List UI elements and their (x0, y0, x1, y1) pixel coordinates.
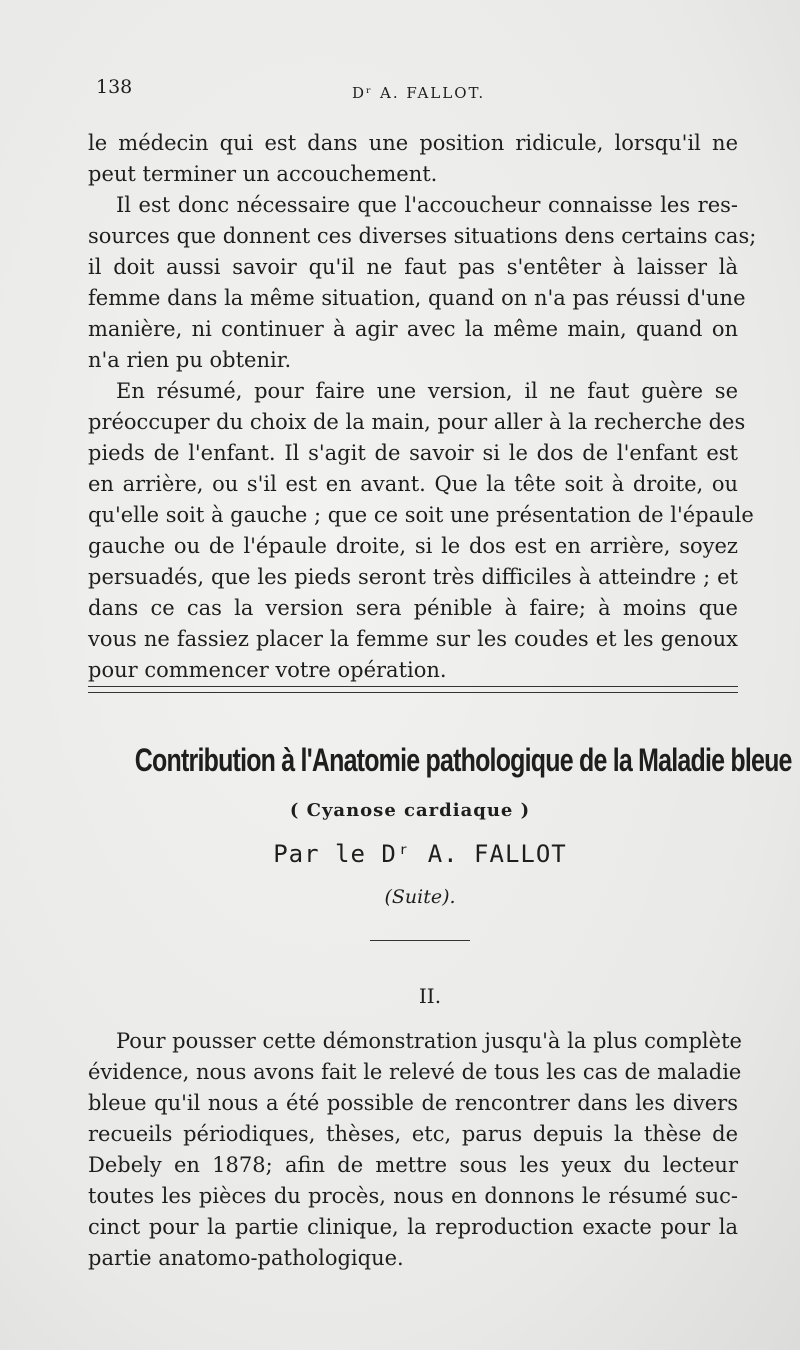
article-title: Contribution à l'Anatomie pathologique de la Maladie bleue (134, 742, 792, 778)
text-line: le médecin qui est dans une position ridicule, lorsqu'il ne (88, 131, 738, 155)
text-line: sources que donnent ces diverses situations dens certains cas; (88, 224, 757, 248)
text-line: cinct pour la partie clinique, la reproduction exacte pour la (88, 1215, 738, 1239)
text-line: Il est donc nécessaire que l'accoucheur connaisse les res- (116, 193, 738, 217)
text-line: peut terminer un accouchement. (88, 162, 438, 186)
text-line: gauche ou de l'épaule droite, si le dos est en arrière, soyez (88, 534, 738, 558)
text-line: en arrière, ou s'il est en avant. Que la tête soit à droite, ou (88, 472, 738, 496)
text-line: manière, ni continuer à agir avec la même main, quand on (88, 317, 738, 341)
body-text-bottom (88, 1026, 742, 1274)
article-subtitle: ( Cyanose cardiaque ) (289, 800, 531, 821)
text-line: dans ce cas la version sera pénible à faire; à moins que (88, 596, 738, 620)
section-divider (88, 686, 738, 693)
text-line: Debely en 1878; afin de mettre sous les yeux du lecteur (88, 1153, 738, 1177)
text-line: pour commencer votre opération. (88, 658, 447, 682)
text-line: recueils périodiques, thèses, etc, parus depuis la thèse de (88, 1122, 738, 1146)
text-line: partie anatomo-pathologique. (88, 1246, 404, 1270)
text-line: n'a rien pu obtenir. (88, 348, 292, 372)
text-line: il doit aussi savoir qu'il ne faut pas s'entêter à laisser là (88, 255, 738, 279)
text-line: préoccuper du choix de la main, pour aller à la recherche des (88, 410, 746, 434)
text-line: toutes les pièces du procès, nous en donnons le résumé suc- (88, 1184, 738, 1208)
short-rule (370, 940, 470, 941)
text-line: évidence, nous avons fait le relevé de tous les cas de maladie (88, 1060, 742, 1084)
text-line: qu'elle soit à gauche ; que ce soit une présentation de l'épaule (88, 503, 754, 527)
page-number: 138 (96, 76, 133, 98)
article-author: Par le Dʳ A. FALLOT (273, 840, 567, 868)
text-line: femme dans la même situation, quand on n'a pas réussi d'une (88, 286, 746, 310)
section-number: II. (418, 984, 442, 1008)
text-line: pieds de l'enfant. Il s'agit de savoir si le dos de l'enfant est (88, 441, 738, 465)
running-head: Dʳ A. FALLOT. (352, 84, 486, 102)
text-line: En résumé, pour faire une version, il ne faut guère se (116, 379, 738, 403)
text-line: Pour pousser cette démonstration jusqu'à la plus complète (116, 1029, 742, 1053)
text-line: vous ne fassiez placer la femme sur les coudes et les genoux (88, 627, 738, 651)
article-suite: (Suite). (384, 886, 456, 908)
page-header (96, 76, 736, 106)
text-line: persuadés, que les pieds seront très difficiles à atteindre ; et (88, 565, 738, 589)
body-text-top (88, 128, 757, 686)
text-line: bleue qu'il nous a été possible de rencontrer dans les divers (88, 1091, 738, 1115)
